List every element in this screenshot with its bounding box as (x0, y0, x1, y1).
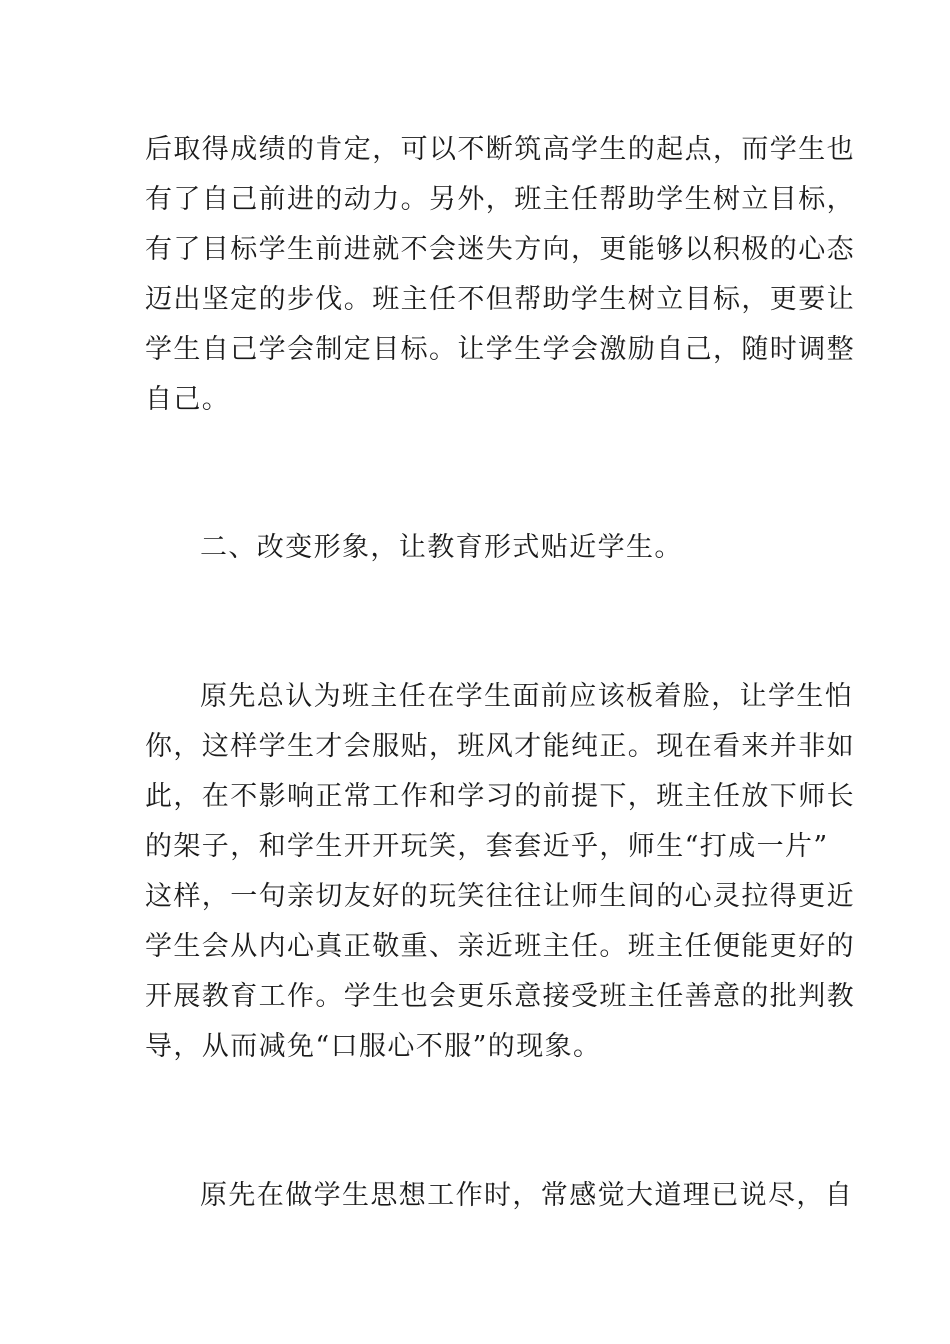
paragraph-3-line-5: 这样，一句亲切友好的玩笑往往让师生间的心灵拉得更近 (145, 881, 855, 912)
paragraph-3-line-7: 开展教育工作。学生也会更乐意接受班主任善意的批判教 (145, 981, 855, 1012)
paragraph-1-line-5: 学生自己学会制定目标。让学生学会激励自己，随时调整 (145, 334, 855, 365)
paragraph-3-line-6: 学生会从内心真正敬重、亲近班主任。班主任便能更好的 (145, 931, 855, 962)
paragraph-1-line-2: 有了自己前进的动力。另外，班主任帮助学生树立目标， (145, 184, 855, 215)
section-heading: 二、改变形象，让教育形式贴近学生。 (200, 532, 683, 563)
paragraph-1-line-3: 有了目标学生前进就不会迷失方向，更能够以积极的心态 (145, 234, 855, 265)
paragraph-3-line-8: 导，从而减免“口服心不服”的现象。 (145, 1031, 602, 1062)
paragraph-3-line-1: 原先总认为班主任在学生面前应该板着脸，让学生怕 (200, 681, 854, 712)
paragraph-3-line-4: 的架子，和学生开开玩笑，套套近乎，师生“打成一片” (145, 831, 829, 862)
paragraph-1-line-1: 后取得成绩的肯定，可以不断筑高学生的起点，而学生也 (145, 134, 855, 165)
paragraph-1-line-4: 迈出坚定的步伐。班主任不但帮助学生树立目标，更要让 (145, 284, 855, 315)
paragraph-1-line-6: 自己。 (145, 384, 231, 415)
paragraph-4-line-1: 原先在做学生思想工作时，常感觉大道理已说尽，自 (200, 1180, 854, 1211)
paragraph-3-line-3: 此，在不影响正常工作和学习的前提下，班主任放下师长 (145, 781, 855, 812)
paragraph-3-line-2: 你，这样学生才会服贴，班风才能纯正。现在看来并非如 (145, 731, 855, 762)
